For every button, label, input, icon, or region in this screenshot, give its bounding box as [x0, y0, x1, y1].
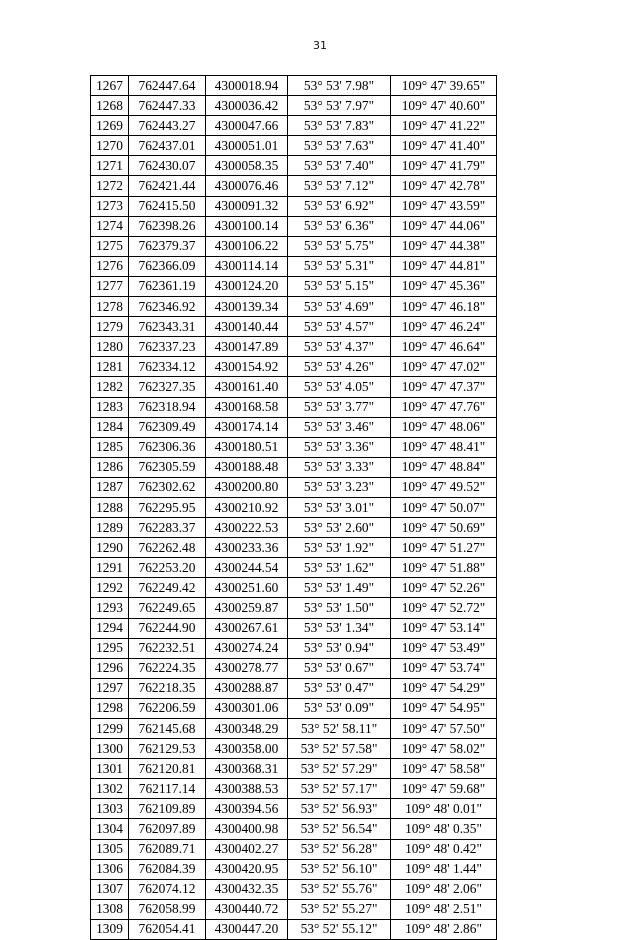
longitude-cell: 109° 47' 42.78": [391, 176, 497, 196]
y-coordinate-cell: 4300244.54: [206, 558, 288, 578]
latitude-cell: 53° 53' 5.75": [288, 236, 391, 256]
x-coordinate-cell: 762437.01: [129, 136, 206, 156]
longitude-cell: 109° 47' 58.58": [391, 759, 497, 779]
latitude-cell: 53° 53' 7.83": [288, 116, 391, 136]
latitude-cell: 53° 53' 7.12": [288, 176, 391, 196]
y-coordinate-cell: 4300174.14: [206, 417, 288, 437]
x-coordinate-cell: 762249.65: [129, 598, 206, 618]
table-row: [91, 156, 497, 176]
table-row: [91, 558, 497, 578]
latitude-cell: 53° 53' 3.33": [288, 457, 391, 477]
longitude-cell: 109° 47' 45.36": [391, 276, 497, 296]
latitude-cell: 53° 53' 3.46": [288, 417, 391, 437]
y-coordinate-cell: 4300259.87: [206, 598, 288, 618]
table-row: [91, 578, 497, 598]
point-number-cell: 1288: [91, 497, 129, 517]
point-number-cell: 1299: [91, 719, 129, 739]
page-number: 31: [313, 39, 327, 52]
table-row: [91, 538, 497, 558]
longitude-cell: 109° 47' 43.59": [391, 196, 497, 216]
y-coordinate-cell: 4300091.32: [206, 196, 288, 216]
x-coordinate-cell: 762318.94: [129, 397, 206, 417]
longitude-cell: 109° 47' 46.18": [391, 297, 497, 317]
point-number-cell: 1293: [91, 598, 129, 618]
point-number-cell: 1274: [91, 216, 129, 236]
longitude-cell: 109° 47' 53.74": [391, 658, 497, 678]
latitude-cell: 53° 53' 6.36": [288, 216, 391, 236]
table-row: [91, 598, 497, 618]
table-row: [91, 457, 497, 477]
x-coordinate-cell: 762109.89: [129, 799, 206, 819]
x-coordinate-cell: 762295.95: [129, 497, 206, 517]
table-row: [91, 879, 497, 899]
latitude-cell: 53° 53' 5.31": [288, 256, 391, 276]
y-coordinate-cell: 4300368.31: [206, 759, 288, 779]
point-number-cell: 1286: [91, 457, 129, 477]
latitude-cell: 53° 52' 55.12": [288, 919, 391, 939]
y-coordinate-cell: 4300251.60: [206, 578, 288, 598]
latitude-cell: 53° 52' 57.29": [288, 759, 391, 779]
x-coordinate-cell: 762129.53: [129, 739, 206, 759]
point-number-cell: 1295: [91, 638, 129, 658]
longitude-cell: 109° 47' 44.81": [391, 256, 497, 276]
longitude-cell: 109° 47' 44.38": [391, 236, 497, 256]
latitude-cell: 53° 53' 3.01": [288, 497, 391, 517]
longitude-cell: 109° 47' 52.26": [391, 578, 497, 598]
point-number-cell: 1301: [91, 759, 129, 779]
x-coordinate-cell: 762249.42: [129, 578, 206, 598]
table-row: [91, 698, 497, 718]
x-coordinate-cell: 762415.50: [129, 196, 206, 216]
longitude-cell: 109° 47' 48.41": [391, 437, 497, 457]
point-number-cell: 1284: [91, 417, 129, 437]
table-row: [91, 256, 497, 276]
point-number-cell: 1281: [91, 357, 129, 377]
x-coordinate-cell: 762218.35: [129, 678, 206, 698]
latitude-cell: 53° 53' 4.69": [288, 297, 391, 317]
latitude-cell: 53° 52' 57.17": [288, 779, 391, 799]
x-coordinate-cell: 762302.62: [129, 477, 206, 497]
longitude-cell: 109° 47' 51.27": [391, 538, 497, 558]
latitude-cell: 53° 53' 0.67": [288, 658, 391, 678]
x-coordinate-cell: 762074.12: [129, 879, 206, 899]
latitude-cell: 53° 52' 57.58": [288, 739, 391, 759]
x-coordinate-cell: 762421.44: [129, 176, 206, 196]
table-row: [91, 919, 497, 939]
y-coordinate-cell: 4300147.89: [206, 337, 288, 357]
x-coordinate-cell: 762366.09: [129, 256, 206, 276]
point-number-cell: 1269: [91, 116, 129, 136]
point-number-cell: 1309: [91, 919, 129, 939]
y-coordinate-cell: 4300139.34: [206, 297, 288, 317]
point-number-cell: 1270: [91, 136, 129, 156]
longitude-cell: 109° 47' 39.65": [391, 76, 497, 96]
x-coordinate-cell: 762120.81: [129, 759, 206, 779]
longitude-cell: 109° 47' 47.02": [391, 357, 497, 377]
coordinates-table-body: [91, 76, 497, 940]
x-coordinate-cell: 762224.35: [129, 658, 206, 678]
table-row: [91, 96, 497, 116]
point-number-cell: 1302: [91, 779, 129, 799]
longitude-cell: 109° 47' 47.37": [391, 377, 497, 397]
latitude-cell: 53° 52' 58.11": [288, 719, 391, 739]
x-coordinate-cell: 762361.19: [129, 276, 206, 296]
point-number-cell: 1267: [91, 76, 129, 96]
longitude-cell: 109° 48' 0.42": [391, 839, 497, 859]
point-number-cell: 1308: [91, 899, 129, 919]
table-row: [91, 397, 497, 417]
longitude-cell: 109° 47' 51.88": [391, 558, 497, 578]
latitude-cell: 53° 53' 0.09": [288, 698, 391, 718]
y-coordinate-cell: 4300222.53: [206, 518, 288, 538]
point-number-cell: 1287: [91, 477, 129, 497]
longitude-cell: 109° 47' 54.29": [391, 678, 497, 698]
table-row: [91, 678, 497, 698]
point-number-cell: 1307: [91, 879, 129, 899]
point-number-cell: 1276: [91, 256, 129, 276]
point-number-cell: 1291: [91, 558, 129, 578]
y-coordinate-cell: 4300420.95: [206, 859, 288, 879]
latitude-cell: 53° 53' 3.36": [288, 437, 391, 457]
coordinates-table: [90, 75, 497, 940]
x-coordinate-cell: 762058.99: [129, 899, 206, 919]
y-coordinate-cell: 4300233.36: [206, 538, 288, 558]
x-coordinate-cell: 762305.59: [129, 457, 206, 477]
x-coordinate-cell: 762232.51: [129, 638, 206, 658]
point-number-cell: 1280: [91, 337, 129, 357]
point-number-cell: 1278: [91, 297, 129, 317]
y-coordinate-cell: 4300106.22: [206, 236, 288, 256]
longitude-cell: 109° 47' 53.14": [391, 618, 497, 638]
x-coordinate-cell: 762253.20: [129, 558, 206, 578]
longitude-cell: 109° 47' 48.84": [391, 457, 497, 477]
y-coordinate-cell: 4300124.20: [206, 276, 288, 296]
x-coordinate-cell: 762089.71: [129, 839, 206, 859]
table-row: [91, 116, 497, 136]
latitude-cell: 53° 53' 3.23": [288, 477, 391, 497]
y-coordinate-cell: 4300114.14: [206, 256, 288, 276]
longitude-cell: 109° 48' 2.51": [391, 899, 497, 919]
y-coordinate-cell: 4300358.00: [206, 739, 288, 759]
y-coordinate-cell: 4300348.29: [206, 719, 288, 739]
y-coordinate-cell: 4300440.72: [206, 899, 288, 919]
latitude-cell: 53° 53' 5.15": [288, 276, 391, 296]
latitude-cell: 53° 52' 56.54": [288, 819, 391, 839]
table-row: [91, 276, 497, 296]
longitude-cell: 109° 47' 41.40": [391, 136, 497, 156]
y-coordinate-cell: 4300388.53: [206, 779, 288, 799]
longitude-cell: 109° 48' 0.35": [391, 819, 497, 839]
y-coordinate-cell: 4300301.06: [206, 698, 288, 718]
longitude-cell: 109° 47' 40.60": [391, 96, 497, 116]
y-coordinate-cell: 4300140.44: [206, 317, 288, 337]
table-row: [91, 196, 497, 216]
point-number-cell: 1289: [91, 518, 129, 538]
y-coordinate-cell: 4300267.61: [206, 618, 288, 638]
table-row: [91, 297, 497, 317]
y-coordinate-cell: 4300400.98: [206, 819, 288, 839]
y-coordinate-cell: 4300100.14: [206, 216, 288, 236]
latitude-cell: 53° 52' 55.76": [288, 879, 391, 899]
latitude-cell: 53° 52' 55.27": [288, 899, 391, 919]
y-coordinate-cell: 4300180.51: [206, 437, 288, 457]
x-coordinate-cell: 762145.68: [129, 719, 206, 739]
y-coordinate-cell: 4300288.87: [206, 678, 288, 698]
longitude-cell: 109° 48' 2.86": [391, 919, 497, 939]
y-coordinate-cell: 4300168.58: [206, 397, 288, 417]
latitude-cell: 53° 53' 0.47": [288, 678, 391, 698]
y-coordinate-cell: 4300432.35: [206, 879, 288, 899]
x-coordinate-cell: 762283.37: [129, 518, 206, 538]
latitude-cell: 53° 53' 4.05": [288, 377, 391, 397]
point-number-cell: 1272: [91, 176, 129, 196]
point-number-cell: 1268: [91, 96, 129, 116]
latitude-cell: 53° 53' 1.50": [288, 598, 391, 618]
point-number-cell: 1294: [91, 618, 129, 638]
longitude-cell: 109° 47' 50.07": [391, 497, 497, 517]
longitude-cell: 109° 47' 54.95": [391, 698, 497, 718]
point-number-cell: 1277: [91, 276, 129, 296]
latitude-cell: 53° 53' 1.62": [288, 558, 391, 578]
table-row: [91, 236, 497, 256]
table-row: [91, 779, 497, 799]
x-coordinate-cell: 762379.37: [129, 236, 206, 256]
longitude-cell: 109° 47' 46.64": [391, 337, 497, 357]
y-coordinate-cell: 4300200.80: [206, 477, 288, 497]
x-coordinate-cell: 762337.23: [129, 337, 206, 357]
table-row: [91, 839, 497, 859]
longitude-cell: 109° 47' 48.06": [391, 417, 497, 437]
latitude-cell: 53° 53' 1.92": [288, 538, 391, 558]
x-coordinate-cell: 762117.14: [129, 779, 206, 799]
y-coordinate-cell: 4300188.48: [206, 457, 288, 477]
x-coordinate-cell: 762447.33: [129, 96, 206, 116]
latitude-cell: 53° 53' 1.49": [288, 578, 391, 598]
x-coordinate-cell: 762343.31: [129, 317, 206, 337]
table-row: [91, 739, 497, 759]
table-row: [91, 76, 497, 96]
latitude-cell: 53° 53' 7.97": [288, 96, 391, 116]
x-coordinate-cell: 762443.27: [129, 116, 206, 136]
table-row: [91, 437, 497, 457]
latitude-cell: 53° 53' 6.92": [288, 196, 391, 216]
x-coordinate-cell: 762206.59: [129, 698, 206, 718]
y-coordinate-cell: 4300210.92: [206, 497, 288, 517]
y-coordinate-cell: 4300447.20: [206, 919, 288, 939]
x-coordinate-cell: 762244.90: [129, 618, 206, 638]
point-number-cell: 1290: [91, 538, 129, 558]
point-number-cell: 1279: [91, 317, 129, 337]
latitude-cell: 53° 53' 2.60": [288, 518, 391, 538]
y-coordinate-cell: 4300036.42: [206, 96, 288, 116]
table-row: [91, 518, 497, 538]
latitude-cell: 53° 53' 3.77": [288, 397, 391, 417]
y-coordinate-cell: 4300161.40: [206, 377, 288, 397]
point-number-cell: 1282: [91, 377, 129, 397]
longitude-cell: 109° 47' 44.06": [391, 216, 497, 236]
table-row: [91, 658, 497, 678]
x-coordinate-cell: 762097.89: [129, 819, 206, 839]
table-row: [91, 859, 497, 879]
point-number-cell: 1298: [91, 698, 129, 718]
x-coordinate-cell: 762309.49: [129, 417, 206, 437]
y-coordinate-cell: 4300278.77: [206, 658, 288, 678]
point-number-cell: 1304: [91, 819, 129, 839]
table-row: [91, 477, 497, 497]
table-row: [91, 337, 497, 357]
y-coordinate-cell: 4300394.56: [206, 799, 288, 819]
x-coordinate-cell: 762306.36: [129, 437, 206, 457]
latitude-cell: 53° 53' 7.63": [288, 136, 391, 156]
y-coordinate-cell: 4300051.01: [206, 136, 288, 156]
longitude-cell: 109° 47' 52.72": [391, 598, 497, 618]
point-number-cell: 1305: [91, 839, 129, 859]
latitude-cell: 53° 53' 1.34": [288, 618, 391, 638]
table-row: [91, 317, 497, 337]
point-number-cell: 1283: [91, 397, 129, 417]
latitude-cell: 53° 53' 7.40": [288, 156, 391, 176]
x-coordinate-cell: 762346.92: [129, 297, 206, 317]
point-number-cell: 1271: [91, 156, 129, 176]
longitude-cell: 109° 47' 53.49": [391, 638, 497, 658]
table-row: [91, 497, 497, 517]
longitude-cell: 109° 47' 59.68": [391, 779, 497, 799]
x-coordinate-cell: 762430.07: [129, 156, 206, 176]
longitude-cell: 109° 48' 0.01": [391, 799, 497, 819]
table-row: [91, 899, 497, 919]
y-coordinate-cell: 4300402.27: [206, 839, 288, 859]
table-row: [91, 176, 497, 196]
longitude-cell: 109° 48' 2.06": [391, 879, 497, 899]
longitude-cell: 109° 47' 49.52": [391, 477, 497, 497]
table-row: [91, 759, 497, 779]
table-row: [91, 799, 497, 819]
table-row: [91, 136, 497, 156]
y-coordinate-cell: 4300154.92: [206, 357, 288, 377]
x-coordinate-cell: 762327.35: [129, 377, 206, 397]
table-row: [91, 719, 497, 739]
point-number-cell: 1297: [91, 678, 129, 698]
x-coordinate-cell: 762054.41: [129, 919, 206, 939]
latitude-cell: 53° 53' 4.26": [288, 357, 391, 377]
latitude-cell: 53° 52' 56.93": [288, 799, 391, 819]
point-number-cell: 1285: [91, 437, 129, 457]
y-coordinate-cell: 4300058.35: [206, 156, 288, 176]
x-coordinate-cell: 762084.39: [129, 859, 206, 879]
table-row: [91, 819, 497, 839]
longitude-cell: 109° 47' 41.22": [391, 116, 497, 136]
longitude-cell: 109° 48' 1.44": [391, 859, 497, 879]
point-number-cell: 1300: [91, 739, 129, 759]
x-coordinate-cell: 762398.26: [129, 216, 206, 236]
table-row: [91, 638, 497, 658]
longitude-cell: 109° 47' 50.69": [391, 518, 497, 538]
latitude-cell: 53° 53' 0.94": [288, 638, 391, 658]
latitude-cell: 53° 52' 56.10": [288, 859, 391, 879]
latitude-cell: 53° 53' 4.37": [288, 337, 391, 357]
point-number-cell: 1306: [91, 859, 129, 879]
latitude-cell: 53° 53' 7.98": [288, 76, 391, 96]
longitude-cell: 109° 47' 46.24": [391, 317, 497, 337]
latitude-cell: 53° 53' 4.57": [288, 317, 391, 337]
point-number-cell: 1296: [91, 658, 129, 678]
table-row: [91, 216, 497, 236]
table-row: [91, 618, 497, 638]
table-row: [91, 357, 497, 377]
table-row: [91, 377, 497, 397]
y-coordinate-cell: 4300274.24: [206, 638, 288, 658]
point-number-cell: 1303: [91, 799, 129, 819]
latitude-cell: 53° 52' 56.28": [288, 839, 391, 859]
point-number-cell: 1273: [91, 196, 129, 216]
y-coordinate-cell: 4300047.66: [206, 116, 288, 136]
x-coordinate-cell: 762334.12: [129, 357, 206, 377]
x-coordinate-cell: 762447.64: [129, 76, 206, 96]
longitude-cell: 109° 47' 47.76": [391, 397, 497, 417]
x-coordinate-cell: 762262.48: [129, 538, 206, 558]
point-number-cell: 1292: [91, 578, 129, 598]
longitude-cell: 109° 47' 57.50": [391, 719, 497, 739]
y-coordinate-cell: 4300018.94: [206, 76, 288, 96]
longitude-cell: 109° 47' 58.02": [391, 739, 497, 759]
longitude-cell: 109° 47' 41.79": [391, 156, 497, 176]
point-number-cell: 1275: [91, 236, 129, 256]
table-row: [91, 417, 497, 437]
y-coordinate-cell: 4300076.46: [206, 176, 288, 196]
